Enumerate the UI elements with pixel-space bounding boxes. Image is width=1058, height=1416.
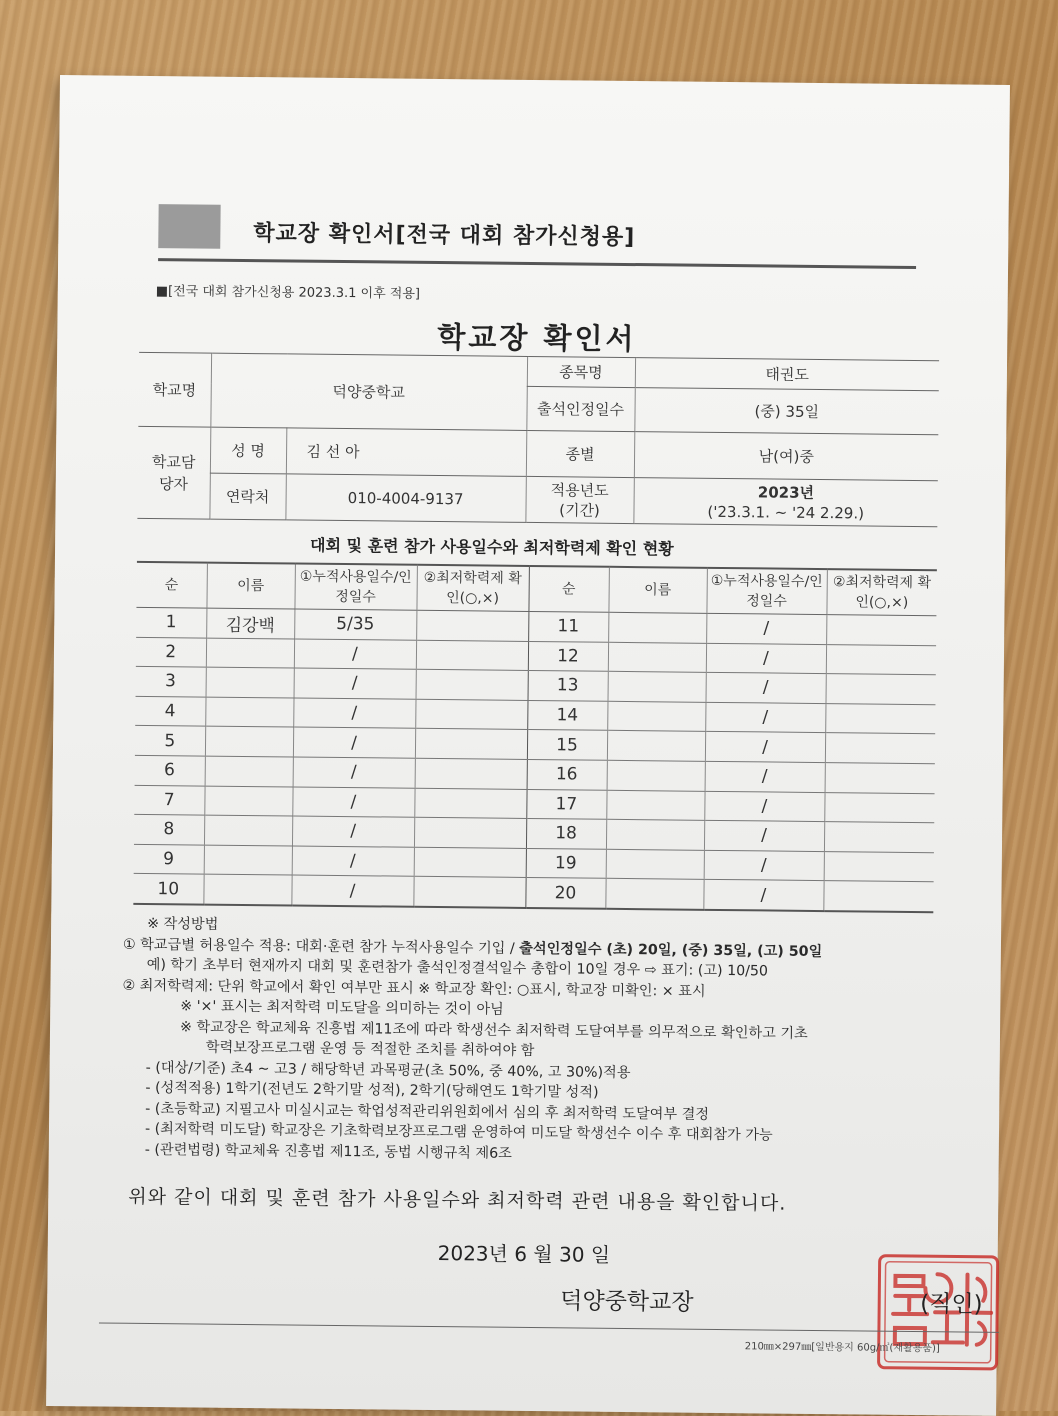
min-academic-cell [823,881,933,912]
days-used-cell: / [705,732,825,763]
row-number-cell: 6 [135,755,205,785]
min-academic-cell [414,788,526,819]
row-number-cell: 19 [526,848,606,878]
paper-spec-note: 210㎜×297㎜[일반용지 60g/㎡(재활용품)] [744,1341,940,1355]
min-academic-cell [415,729,527,760]
row-number-cell: 15 [527,730,607,760]
principal-title: 덕양중학교장 [560,1288,694,1316]
athlete-name-cell [205,697,293,728]
row-number-cell: 14 [527,700,607,730]
days-used-cell: / [293,757,415,788]
detail-elementary: - (초등학교) 지필고사 미실시교는 학업성적관리위원회에서 심의 후 최저학력 도달여부 결정 [145,1100,710,1123]
days-used-cell: / [706,643,826,674]
detail-laws: - (관련법령) 학교체육 진흥법 제11조, 동법 시행규칙 제6조 [144,1141,513,1162]
detail-target: - (대상/기준) 초4 ~ 고3 / 해당학년 과목평균(초 50%, 중 40%, 고 30%)적용 [145,1059,631,1081]
event-value: 태권도 [635,358,939,391]
row-number-cell: 10 [133,874,203,905]
athlete-name-cell [607,760,705,791]
days-used-cell: / [294,668,416,699]
athlete-name-cell [608,612,706,643]
athlete-name-cell [206,638,294,669]
contact-label: 연락처 [209,473,285,520]
athlete-name-cell [606,819,704,850]
footer-rule [99,1323,999,1333]
event-label: 종목명 [527,356,635,387]
min-academic-cell [415,758,527,789]
row-number-cell: 13 [528,671,608,701]
instructions-notes [121,914,984,1169]
col-header-days: ①누적사용일수/인정일수 [706,568,826,615]
min-academic-cell [824,851,934,882]
period-value-cell [633,478,937,527]
contact-value: 010-4004-9137 [285,474,525,523]
days-used-cell: / [704,791,824,822]
manager-name-label: 성 명 [210,427,286,474]
school-manager-label: 학교담당자 [137,426,210,519]
note-2-law-1: ※ 학교장은 학교체육 진흥법 제11조에 따라 학생선수 최저학력 도달여부를 의무적으로 확인하고 기초 [179,1018,808,1042]
min-academic-cell [826,644,936,675]
row-number-cell: 9 [134,844,204,874]
school-name-value: 덕양중학교 [210,353,527,430]
days-used-cell: / [292,816,414,847]
row-number-cell: 20 [525,878,605,909]
form-applicability-note: ■[전국 대회 참가신청용 2023.3.1 이후 적용] [155,284,421,302]
days-used-cell: / [294,639,416,670]
min-academic-cell [825,733,935,764]
min-academic-cell [825,674,935,705]
row-number-cell: 16 [527,759,607,789]
seal-label: (직인) [920,1291,983,1318]
min-academic-cell [416,610,528,641]
period-label: 적용년도 (기간) [525,476,633,523]
detail-not-reached: - (최저학력 미도달) 학교장은 기초학력보장프로그램 운영하여 미도달 학생선수 이수 후 대회참가 가능 [144,1120,773,1144]
row-number-cell: 5 [135,726,205,756]
note-1-example: 예) 학기 초부터 현재까지 대회 및 훈련참가 출석인정결석일수 총합이 10일 경우 ⇨ 표기: (고) 10/50 [146,956,769,980]
athlete-name-cell: 김강백 [206,608,294,639]
note-1-bold: 출석인정일수 (초) 20일, (중) 35일, (고) 50일 [519,940,823,960]
manager-name-value: 김 선 아 [286,428,526,477]
col-header-days: ①누적사용일수/인정일수 [294,564,416,611]
days-used-cell: / [292,846,414,877]
athlete-name-cell [204,845,292,876]
days-used-cell: / [293,698,415,729]
col-header-name: 이름 [206,563,294,609]
athlete-name-cell [605,879,703,910]
days-used-cell: / [291,875,413,906]
row-number-cell: 1 [136,607,206,637]
min-academic-cell [826,615,936,646]
athlete-name-cell [608,671,706,702]
status-table-body [133,607,936,912]
min-academic-cell [413,877,525,908]
col-header-min-academic: ②최저학력제 확인(○,×) [826,569,936,616]
row-number-cell: 3 [136,667,206,697]
min-academic-cell [824,792,934,823]
row-number-cell: 11 [528,611,608,641]
days-used-cell: / [706,613,826,644]
document-page [46,75,1010,1416]
row-number-cell: 2 [136,637,206,667]
form-header-title: 학교장 확인서[전국 대회 참가신청용] [253,221,636,251]
gender-value: 남(여)중 [634,432,938,481]
min-academic-cell [825,763,935,794]
attendance-days-label: 출석인정일수 [526,386,634,431]
days-used-cell: / [703,880,823,911]
attendance-days-value: (중) 35일 [634,388,938,435]
col-header-no: 순 [528,566,608,612]
applicable-year: 2023년 [757,482,815,502]
athlete-name-cell [203,874,291,905]
row-number-cell: 17 [526,789,606,819]
days-used-cell: / [705,761,825,792]
min-academic-cell [415,699,527,730]
col-header-no: 순 [136,562,206,608]
athlete-name-cell [205,726,293,757]
gender-label: 종별 [526,430,634,477]
athlete-name-cell [608,642,706,673]
days-used-cell: / [705,702,825,733]
row-number-cell: 8 [134,815,204,845]
min-academic-cell [414,847,526,878]
document-title: 학교장 확인서 [437,319,637,357]
athlete-name-cell [204,815,292,846]
days-used-cell: / [705,673,825,704]
school-info-table [137,352,939,527]
header-gray-block [158,204,220,249]
days-used-cell: / [704,820,824,851]
athlete-name-cell [607,701,705,732]
row-number-cell: 7 [134,785,204,815]
note-1-text: ① 학교급별 허용일수 적용: 대회·훈련 참가 누적사용일수 기입 / [122,936,520,957]
note-2-x-meaning: ※ '×' 표시는 최저학력 미도달을 의미하는 것이 아님 [180,998,504,1018]
row-number-cell: 18 [526,819,606,849]
days-used-cell: / [292,787,414,818]
athlete-name-cell [606,790,704,821]
days-used-cell: / [704,850,824,881]
confirmation-statement: 위와 같이 대회 및 훈련 참가 사용일수와 최저학력 관련 내용을 확인합니다. [128,1185,787,1215]
min-academic-cell [416,640,528,671]
min-academic-cell [825,703,935,734]
days-used-cell: / [293,727,415,758]
days-used-cell: 5/35 [294,609,416,640]
note-2: ② 최저학력제: 단위 학교에서 확인 여부만 표시 ※ 학교장 확인: ○표시, 학교장 미확인: × 표시 [122,977,706,1000]
athlete-status-table [133,561,937,913]
applicable-period: ('23.3.1. ~ '24 2.29.) [707,502,865,522]
school-name-label: 학교명 [138,352,211,427]
min-academic-cell [824,822,934,853]
min-academic-cell [414,817,526,848]
row-number-cell: 12 [528,641,608,671]
col-header-name: 이름 [608,567,706,614]
min-academic-cell [416,669,528,700]
athlete-name-cell [204,786,292,817]
col-header-min-academic: ②최저학력제 확인(○,×) [416,565,528,612]
header-rule [158,258,916,269]
note-2-law-2: 학력보장프로그램 운영 등 적절한 조치를 취하여야 함 [205,1039,535,1060]
issue-date: 2023년 6 월 30 일 [437,1241,611,1267]
notes-heading: ※ 작성방법 [147,915,219,933]
athlete-name-cell [205,756,293,787]
row-number-cell: 4 [135,696,205,726]
athlete-name-cell [607,731,705,762]
status-section-title: 대회 및 훈련 참가 사용일수와 최저학력제 확인 현황 [310,535,674,559]
detail-grades: - (성적적용) 1학기(전년도 2학기말 성적), 2학기(당해연도 1학기말 성적) [145,1079,599,1101]
athlete-name-cell [606,849,704,880]
athlete-name-cell [206,667,294,698]
